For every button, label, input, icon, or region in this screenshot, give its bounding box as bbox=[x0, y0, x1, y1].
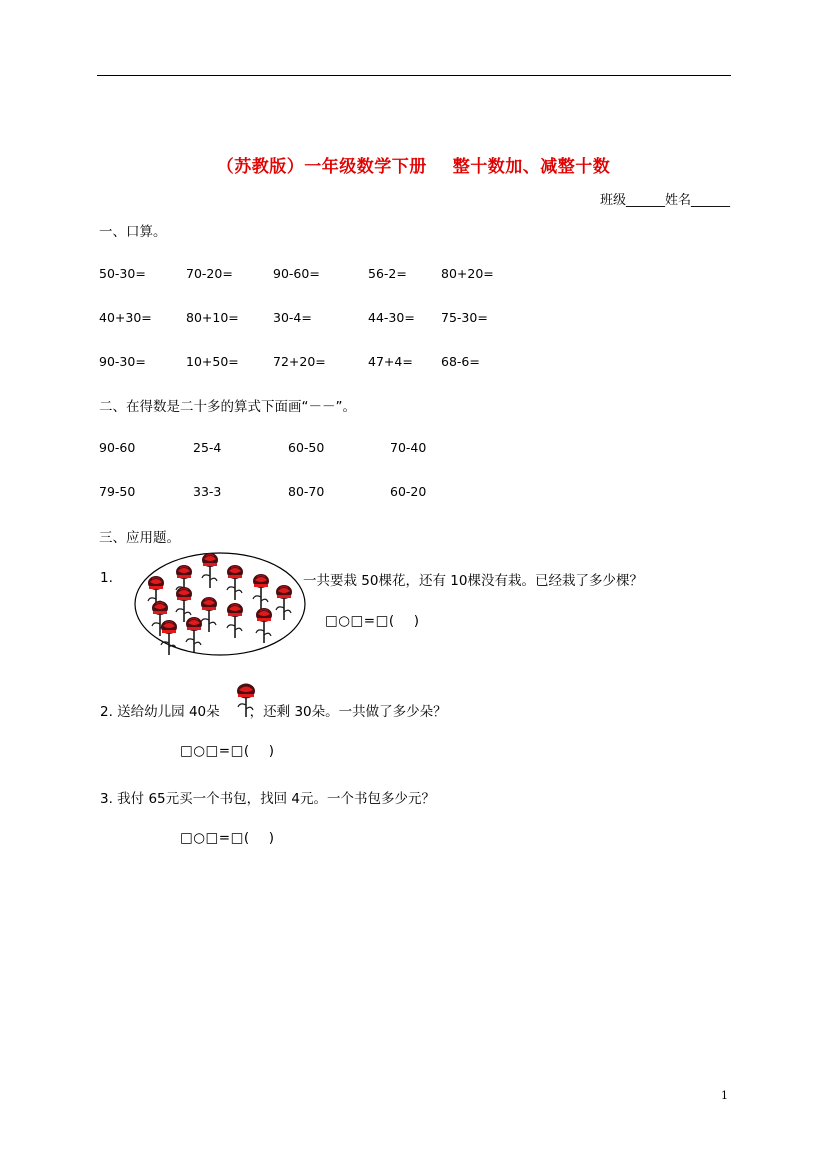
oral-calc-item: 90-60= bbox=[273, 266, 320, 281]
page-number: 1 bbox=[721, 1089, 728, 1102]
expression-item: 70-40 bbox=[390, 440, 427, 455]
q1-text: 一共要栽 50棵花，还有 10棵没有栽。已经栽了多少棵？ bbox=[303, 573, 643, 589]
oral-calc-item: 47+4= bbox=[368, 354, 413, 369]
oral-calc-item: 56-2= bbox=[368, 266, 407, 281]
rose-icon bbox=[233, 683, 259, 719]
q1-number: 1. bbox=[100, 570, 113, 586]
expression-item: 60-50 bbox=[288, 440, 325, 455]
oral-calc-item: 80+20= bbox=[441, 266, 494, 281]
oral-calc-item: 90-30= bbox=[99, 354, 146, 369]
oral-calc-item: 50-30= bbox=[99, 266, 146, 281]
oral-calc-item: 40+30= bbox=[99, 310, 152, 325]
expression-item: 25-4 bbox=[193, 440, 222, 455]
q3-text: 3. 我付 65元买一个书包，找回 4元。一个书包多少元？ bbox=[100, 791, 436, 807]
page-title bbox=[0, 152, 827, 177]
oral-calc-item: 70-20= bbox=[186, 266, 233, 281]
section2-heading: 二、在得数是二十多的算式下面画“－－”。 bbox=[99, 399, 356, 415]
oral-calc-item: 72+20= bbox=[273, 354, 326, 369]
title-part1: （苏教版）一年级数学下册 bbox=[216, 157, 427, 177]
oral-calc-item: 44-30= bbox=[368, 310, 415, 325]
title-part2: 整十数加、减整十数 bbox=[452, 157, 611, 177]
oral-calc-item: 30-4= bbox=[273, 310, 312, 325]
q1-answer-formula[interactable]: □○□=□( ) bbox=[325, 613, 420, 629]
q2-text bbox=[100, 700, 447, 720]
flower-oval-illustration bbox=[134, 548, 306, 658]
section1-heading: 一、口算。 bbox=[99, 224, 167, 240]
oral-calc-item: 10+50= bbox=[186, 354, 239, 369]
expression-item: 90-60 bbox=[99, 440, 136, 455]
q2-text-before: 2. 送给幼儿园 40朵 bbox=[100, 704, 220, 720]
q3-answer-formula[interactable]: □○□=□( ) bbox=[180, 830, 275, 846]
class-name-line: 班级______姓名______ bbox=[599, 193, 730, 208]
expression-item: 80-70 bbox=[288, 484, 325, 499]
q2-answer-formula[interactable]: □○□=□( ) bbox=[180, 743, 275, 759]
section3-heading: 三、应用题。 bbox=[99, 530, 180, 546]
oral-calc-item: 75-30= bbox=[441, 310, 488, 325]
oral-calc-item: 68-6= bbox=[441, 354, 480, 369]
oral-calc-item: 80+10= bbox=[186, 310, 239, 325]
expression-item: 60-20 bbox=[390, 484, 427, 499]
expression-item: 33-3 bbox=[193, 484, 222, 499]
q2-text-after: ，还剩 30朵。一共做了多少朵？ bbox=[249, 704, 447, 720]
expression-item: 79-50 bbox=[99, 484, 136, 499]
header-rule bbox=[97, 75, 731, 76]
